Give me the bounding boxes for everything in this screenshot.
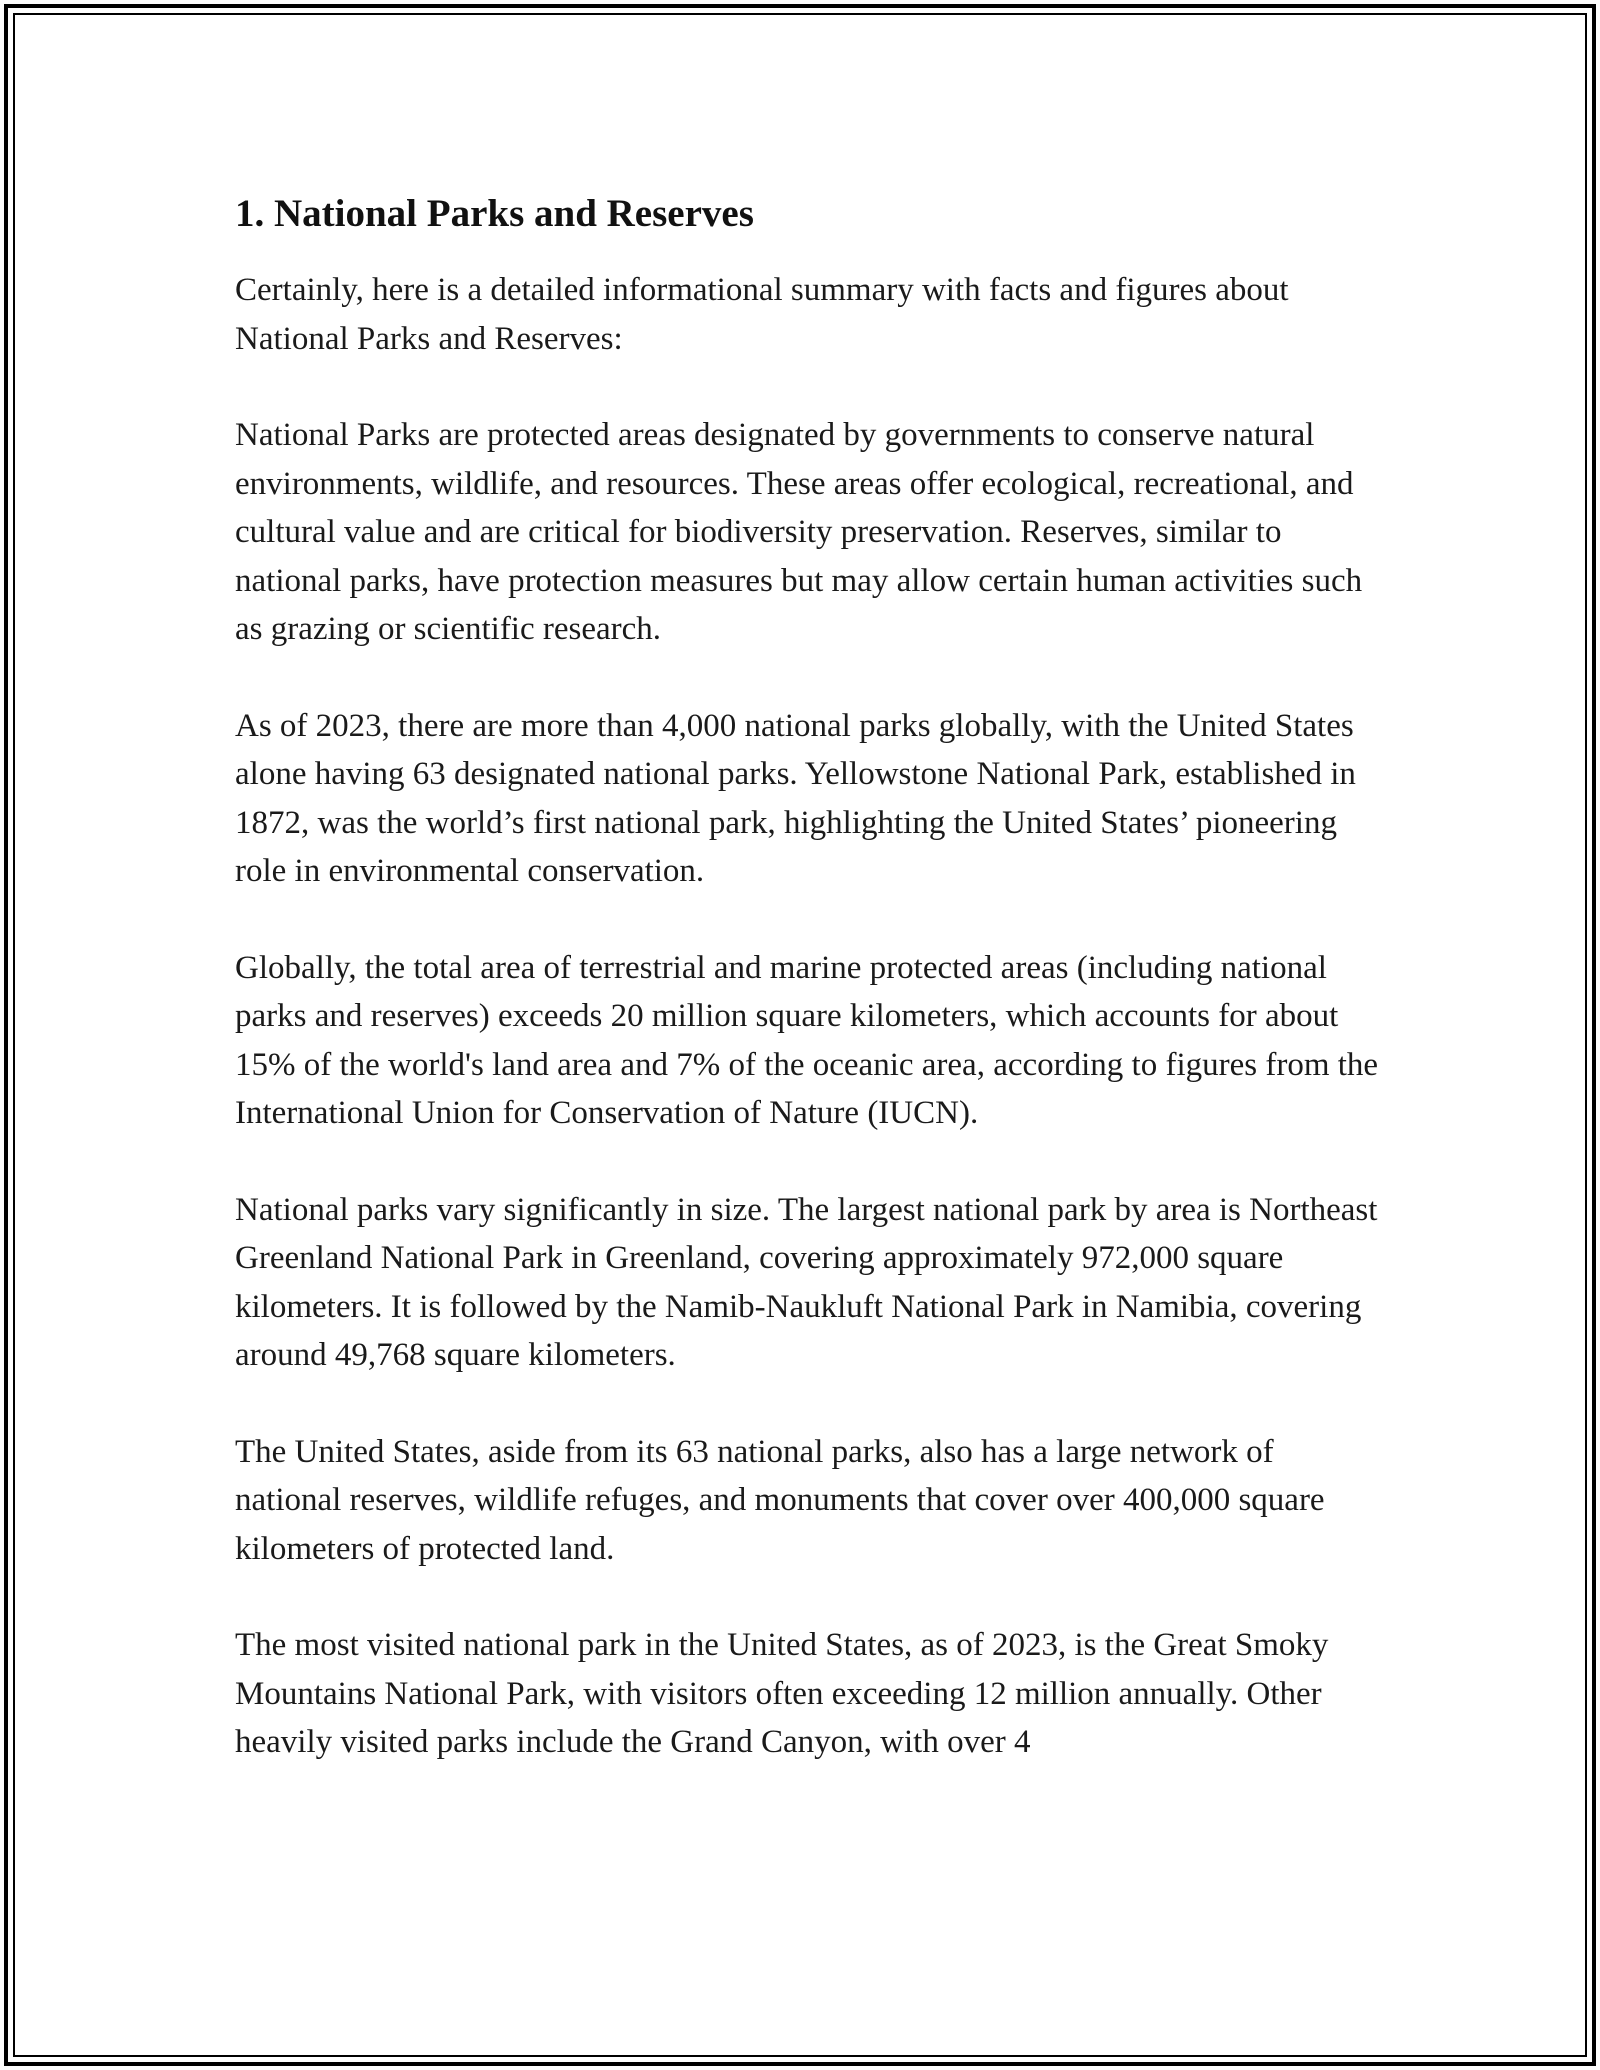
- paragraph-park-sizes: National parks vary significantly in size. The largest national park by area is Northeast Greenland National Park in Greenland, covering approximately 972,000 square kilometers. It is followed by the Namib-Naukluft National Park in Namibia, covering around 49,768 square kilometers.: [235, 1191, 1378, 1373]
- paragraph-most-visited: The most visited national park in the United States, as of 2023, is the Great Smoky Mountains National Park, with visitors often exceeding 12 million annually. Other heavily visited parks include the Grand Canyon, with over 4: [235, 1627, 1329, 1760]
- paragraph-protected-area: Globally, the total area of terrestrial and marine protected areas (including national parks and reserves) exceeds 20 million square kilometers, which accounts for about 15% of the world's land area and 7% of the oceanic area, according to figures from the International Union for Conservation of Nature (IUCN).: [235, 949, 1379, 1131]
- document-body: [235, 188, 1385, 1815]
- paragraph-intro: Certainly, here is a detailed informational summary with facts and figures about National Parks and Reserves:: [235, 272, 1289, 357]
- paragraph-definition: National Parks are protected areas designated by governments to conserve natural environments, wildlife, and resources. These areas offer ecological, recreational, and cultural value and are critical for biodiversity preservation. Reserves, similar to national parks, have protection measures but may allow certain human activities such as grazing or scientific research.: [235, 417, 1363, 647]
- section-heading: 1. National Parks and Reserves: [235, 192, 754, 235]
- paragraph-global-count: As of 2023, there are more than 4,000 national parks globally, with the United States alone having 63 designated national parks. Yellowstone National Park, established in 1872, was the world’s first national park, highlighting the United States’ pioneering role in environmental conservation.: [235, 707, 1356, 889]
- paragraph-us-network: The United States, aside from its 63 national parks, also has a large network of national reserves, wildlife refuges, and monuments that cover over 400,000 square kilometers of protected land.: [235, 1433, 1325, 1567]
